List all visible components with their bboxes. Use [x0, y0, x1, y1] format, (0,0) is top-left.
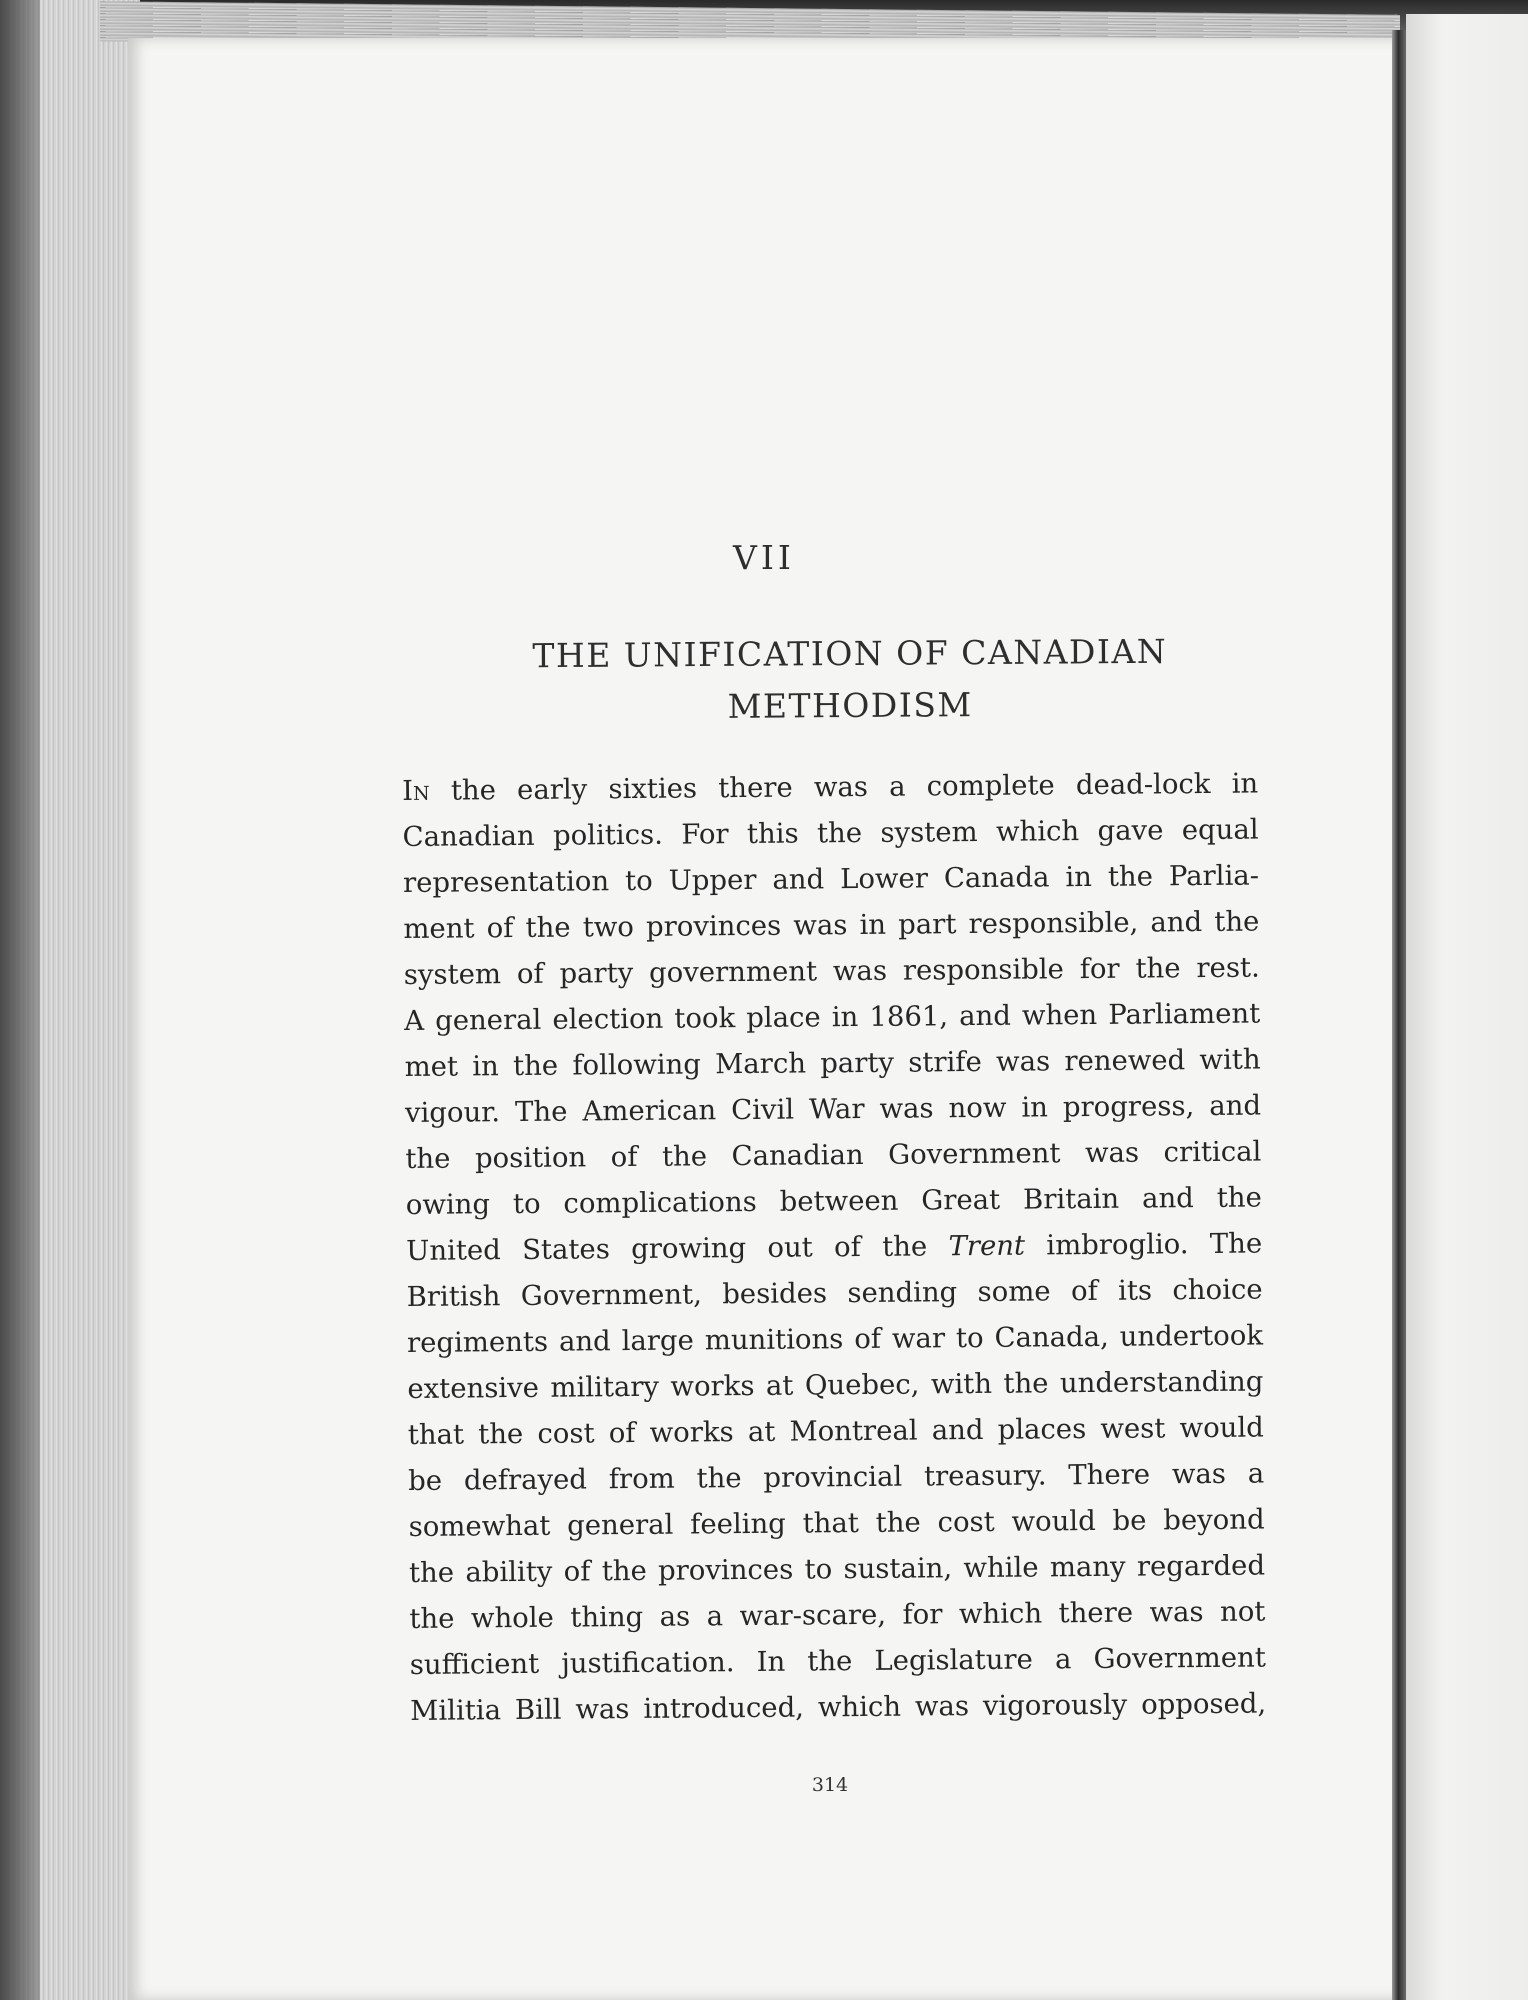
text-line: sufficient justification. In the Legislature a Government: [409, 1641, 1266, 1681]
chapter-title-line-2: METHODISM: [727, 685, 973, 726]
text-line: [406, 1221, 1262, 1274]
text-line: [402, 761, 1258, 814]
text-segment: United States growing out of the: [406, 1230, 949, 1267]
text-line: Canadian politics. For this the system which gave equal: [402, 813, 1259, 853]
text-line: that the cost of works at Montreal and places west would: [407, 1411, 1264, 1451]
text-line: vigour. The American Civil War was now in progress, and: [404, 1089, 1262, 1129]
text-line: regiments and large munitions of war to Canada, undertook: [406, 1319, 1264, 1359]
text-line: the whole thing as a war-scare, for which there was not: [409, 1595, 1266, 1635]
text-line: met in the following March party strife was renewed with: [404, 1043, 1261, 1083]
text-line: owing to complications between Great Britain and the: [405, 1181, 1262, 1221]
book-gutter: [1392, 30, 1406, 2000]
text-segment: imbroglio. The: [1024, 1227, 1263, 1262]
body-paragraph: [402, 761, 1266, 1734]
text-line: ment of the two provinces was in part responsible, and the: [403, 905, 1260, 945]
text-line: extensive military works at Quebec, with the understanding: [407, 1365, 1264, 1405]
text-line: A general election took place in 1861, and when Parliament: [404, 997, 1261, 1037]
page-number: 314: [811, 1774, 849, 1796]
drop-word: In: [402, 774, 430, 807]
text-line: the position of the Canadian Government was critical: [405, 1135, 1262, 1175]
text-line: the ability of the provinces to sustain, while many regarded: [408, 1549, 1266, 1589]
text-line: representation to Upper and Lower Canada in the Parlia-: [402, 859, 1260, 899]
text-line-rest: the early sixties there was a complete dead-lock in: [429, 767, 1259, 807]
text-line: Militia Bill was introduced, which was vigorously opposed,: [410, 1687, 1267, 1727]
text-line: British Government, besides sending some of its choice: [406, 1273, 1263, 1313]
text-line: somewhat general feeling that the cost would be beyond: [408, 1503, 1265, 1543]
facing-page-sliver: [1406, 14, 1528, 2000]
chapter-title: [440, 625, 1261, 735]
chapter-title-line-1: THE UNIFICATION OF CANADIAN: [532, 631, 1168, 676]
chapter-number: VII: [733, 538, 795, 577]
text-line: be defrayed from the provincial treasury. There was a: [408, 1457, 1265, 1497]
book-edge-shadow: [0, 0, 40, 2000]
italic-ship-name: Trent: [948, 1229, 1026, 1263]
text-line: system of party government was responsible for the rest.: [403, 951, 1260, 991]
